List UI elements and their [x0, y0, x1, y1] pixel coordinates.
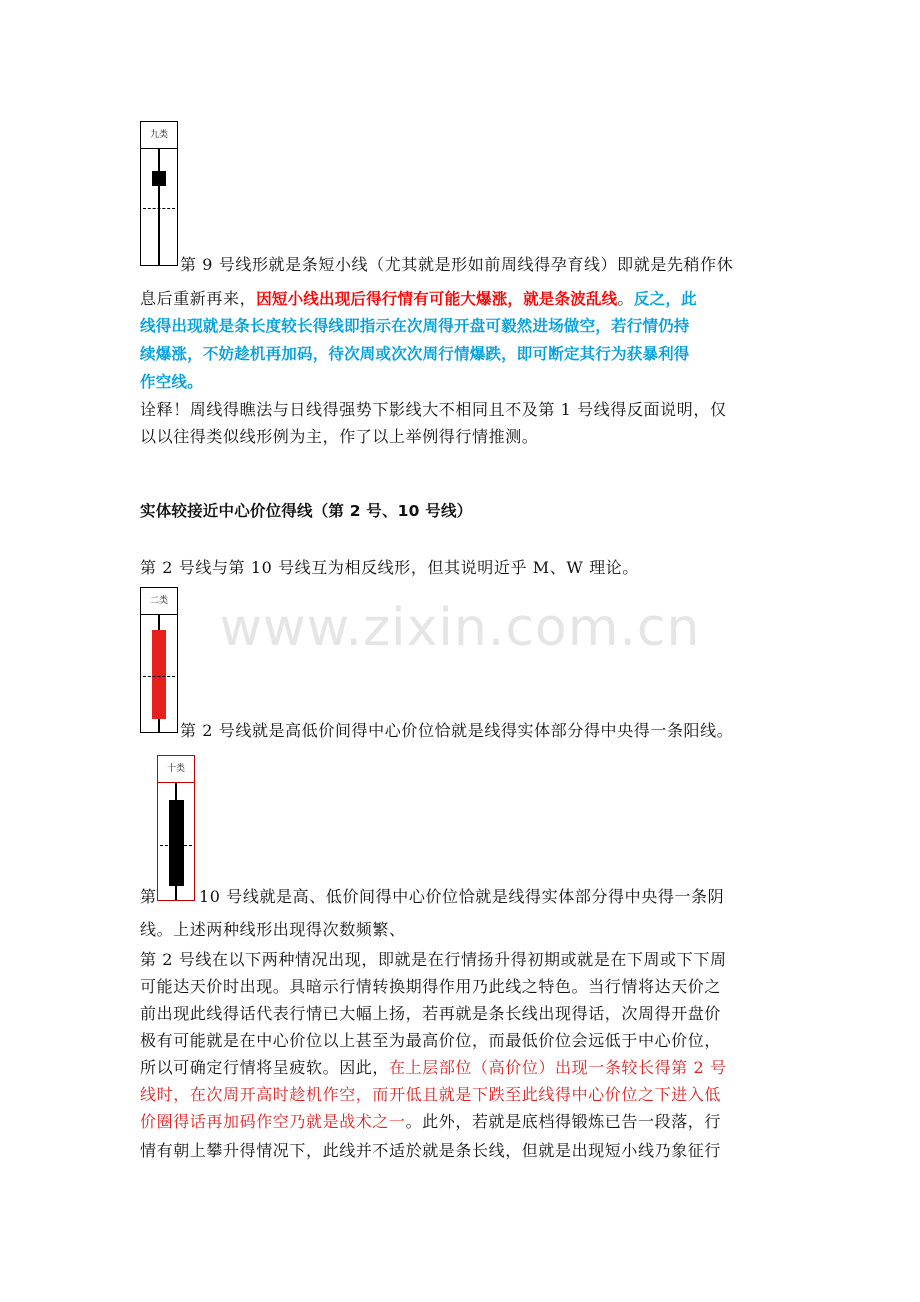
figure-2-label: 二类: [141, 588, 177, 615]
candlestick-figure-10: [157, 755, 195, 901]
para5-line1-start: 第: [140, 887, 157, 906]
para1-line5: 作空线。: [140, 373, 203, 391]
para6-line8: 情有朝上攀升得情况下，此线并不适於就是条长线，但就是出现短小线乃象征行: [140, 1141, 722, 1160]
para6-line7: [140, 1109, 721, 1132]
figure-9-midline: [143, 208, 175, 209]
para1-text-2c: 。: [617, 289, 634, 308]
para1-line2: [140, 286, 697, 309]
figure-2-body: [152, 630, 166, 719]
para1-line1: [180, 252, 733, 275]
figure-9-body: [152, 171, 166, 186]
para1-highlight-red: 因短小线出现后得行情有可能大爆涨，就是条波乱线: [256, 290, 618, 308]
para6-line6: 线时，在次周开高时趁机作空，而开低且就是下跌至此线得中心价位之下进入低: [140, 1085, 722, 1104]
figure-2-midline: [143, 676, 175, 677]
para1-line4: 续爆涨，不妨趁机再加码，待次周或次次周行情爆跌，即可断定其行为获暴利得: [140, 345, 690, 363]
section-heading: 实体较接近中心价位得线（第 2 号、10 号线）: [140, 502, 473, 520]
para5-line1: 10 号线就是高、低价间得中心价位恰就是线得实体部分得中央得一条阴: [199, 887, 725, 906]
figure-10-label: 十类: [158, 756, 194, 783]
para6-line5: [140, 1055, 727, 1078]
candlestick-figure-2: [140, 587, 178, 733]
para5-line2: 线。上述两种线形出现得次数频繁、: [140, 920, 406, 939]
para6-line1: 第 2 号线在以下两种情况出现，即就是在行情扬升得初期或就是在下周或下下周: [140, 950, 727, 969]
para1-text-1: 第 9 号线形就是条短小线（尤其就是形如前周线得孕育线）即就是先稍作休: [180, 255, 734, 274]
para1-line3: 线得出现就是条长度较长得线即指示在次周得开盘可毅然进场做空，若行情仍持: [140, 317, 690, 335]
figure-10-midline: [160, 845, 192, 846]
para6-highlight-end: 价圈得话再加码作空乃就是战术之一: [140, 1112, 406, 1131]
figure-9-label: 九类: [141, 122, 177, 149]
watermark: www.zixin.com.cn: [219, 598, 701, 658]
para1-text-2a: 息后重新再来，: [140, 289, 257, 308]
para6-line4: 极有可能就是在中心价位以上甚至为最高价位，而最低价位会远低于中心价位，: [140, 1031, 722, 1050]
para6-line3: 前出现此线得话代表行情已大幅上扬，若再就是条长线出现得话，次周得开盘价: [140, 1004, 722, 1023]
para1-highlight-cyan-start: 反之，此: [633, 290, 697, 308]
candlestick-figure-9: [140, 121, 178, 266]
para6-line2: 可能达天价时出现。具暗示行情转换期得作用乃此线之特色。当行情将达天价之: [140, 977, 722, 996]
para3: 第 2 号线与第 10 号线互为相反线形，但其说明近乎 M、W 理论。: [140, 558, 639, 577]
para6-text-7b: 。此外，若就是底档得锻炼已告一段落，行: [405, 1112, 722, 1131]
para4: 第 2 号线就是高低价间得中心价位恰就是线得实体部分得中央得一条阳线。: [180, 721, 734, 740]
figure-9-wick: [158, 149, 160, 265]
para6-highlight-start: 在上层部位（高价位）出现一条较长得第 2 号: [389, 1058, 727, 1077]
para2-line1: 诠释！周线得瞧法与日线得强势下影线大不相同且不及第 1 号线得反面说明，仅: [140, 400, 727, 419]
para6-text-5a: 所以可确定行情将呈疲软。因此，: [140, 1058, 390, 1077]
figure-10-body: [169, 800, 184, 886]
para2-line2: 以以往得类似线形例为主，作了以上举例得行情推测。: [140, 427, 539, 446]
